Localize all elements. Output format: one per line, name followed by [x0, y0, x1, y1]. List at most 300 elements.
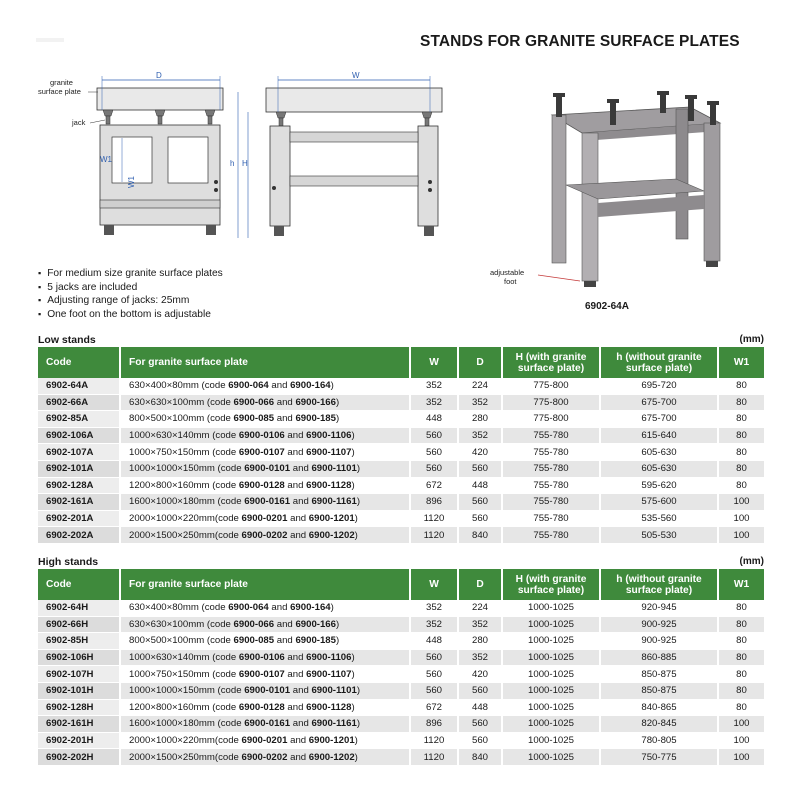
col-header-W: W [410, 347, 458, 378]
plate-code-ref: 6900-0201 [241, 735, 288, 747]
plate-code-ref: 6900-1201 [308, 513, 355, 525]
cell-D: 224 [458, 600, 502, 616]
plate-code-ref: 6900-164 [290, 380, 331, 392]
plate-code-ref: 6900-166 [295, 618, 336, 630]
cell-h: 675-700 [600, 411, 718, 428]
cell-code: 6902-64A [38, 378, 120, 394]
cell-plate [120, 444, 410, 461]
cell-h: 900-925 [600, 633, 718, 650]
plate-text: 1000×750×150mm (code [129, 446, 239, 458]
plate-code-ref: 6900-0202 [241, 751, 288, 763]
plate-text: ) [356, 463, 361, 475]
cell-D: 352 [458, 649, 502, 666]
plate-text: ) [354, 513, 358, 525]
plate-code-ref: 6900-0106 [238, 430, 285, 442]
cell-H: 1000-1025 [502, 682, 600, 699]
table-row [38, 378, 764, 394]
plate-code-ref: 6900-085 [233, 413, 275, 425]
cell-H: 755-780 [502, 477, 600, 494]
cell-W: 1120 [410, 732, 458, 749]
high-stands-table [38, 569, 764, 766]
table-row [38, 444, 764, 461]
cell-h: 695-720 [600, 378, 718, 394]
cell-W1: 80 [718, 394, 764, 411]
feature-item: ▪ 5 jacks are included [38, 281, 223, 295]
cell-W: 560 [410, 649, 458, 666]
plate-text: ) [354, 751, 358, 763]
low-table-header-row [38, 347, 764, 378]
cell-h: 750-775 [600, 749, 718, 766]
plate-code-ref: 6900-1107 [306, 668, 352, 680]
plate-text: and [290, 463, 312, 475]
plate-code-ref: 6900-1128 [306, 479, 352, 491]
col-header-plate: For granite surface plate [120, 347, 410, 378]
cell-W: 672 [410, 699, 458, 716]
cell-plate [120, 666, 410, 683]
plate-text: and [274, 635, 296, 647]
cell-H: 755-780 [502, 494, 600, 511]
cell-h: 535-560 [600, 510, 718, 527]
cell-W: 448 [410, 633, 458, 650]
cell-h: 840-865 [600, 699, 718, 716]
plate-code-ref: 6900-0107 [238, 668, 285, 680]
plate-code-ref: 6900-0161 [244, 496, 291, 508]
plate-label-line2: surface plate [38, 87, 81, 96]
plate-label-line1: granite [50, 78, 73, 87]
cell-plate [120, 749, 410, 766]
cell-W1: 80 [718, 682, 764, 699]
cell-h: 575-600 [600, 494, 718, 511]
dim-W-label: W [352, 71, 360, 80]
col-header-W1: W1 [718, 569, 764, 600]
feature-list [38, 267, 223, 321]
low-stands-label: Low stands [38, 334, 96, 346]
plate-text: and [287, 735, 309, 747]
table-row [38, 682, 764, 699]
cell-h: 850-875 [600, 666, 718, 683]
cell-plate [120, 378, 410, 394]
table-row [38, 460, 764, 477]
feature-item: ▪ Adjusting range of jacks: 25mm [38, 294, 223, 308]
table-row [38, 600, 764, 616]
cell-code: 6902-106A [38, 427, 120, 444]
cell-H: 775-800 [502, 411, 600, 428]
cell-H: 1000-1025 [502, 616, 600, 633]
plate-text: ) [330, 380, 334, 392]
cell-W: 1120 [410, 527, 458, 544]
cell-h: 595-620 [600, 477, 718, 494]
cell-H: 1000-1025 [502, 716, 600, 733]
product-model-caption: 6902-64A [585, 301, 629, 312]
cell-D: 420 [458, 666, 502, 683]
cell-plate [120, 732, 410, 749]
table-row [38, 616, 764, 633]
cell-D: 352 [458, 616, 502, 633]
cell-H: 755-780 [502, 460, 600, 477]
dim-H-label: H [242, 159, 248, 168]
cell-h: 615-640 [600, 427, 718, 444]
cell-plate [120, 682, 410, 699]
table-row [38, 494, 764, 511]
plate-code-ref: 6900-185 [295, 635, 336, 647]
plate-text: ) [354, 529, 358, 541]
cell-D: 840 [458, 749, 502, 766]
plate-text: and [284, 701, 307, 713]
table-row [38, 527, 764, 544]
cell-plate [120, 494, 410, 511]
table-row [38, 649, 764, 666]
plate-text: and [284, 446, 307, 458]
plate-text: ) [351, 652, 355, 664]
plate-code-ref: 6900-1106 [306, 430, 352, 442]
cell-W1: 100 [718, 494, 764, 511]
cell-W: 448 [410, 411, 458, 428]
plate-text: and [268, 380, 291, 392]
plate-code-ref: 6900-1161 [311, 496, 357, 508]
plate-text: and [290, 496, 312, 508]
plate-code-ref: 6900-064 [228, 602, 269, 614]
table-row [38, 749, 764, 766]
table-row [38, 633, 764, 650]
plate-code-ref: 6900-0107 [238, 446, 285, 458]
plate-text: and [287, 529, 309, 541]
cell-D: 560 [458, 460, 502, 477]
plate-text: and [268, 602, 291, 614]
cell-code: 6902-107A [38, 444, 120, 461]
plate-text: and [290, 718, 312, 730]
plate-text: and [284, 479, 307, 491]
plate-code-ref: 6900-1101 [311, 685, 357, 697]
cell-H: 1000-1025 [502, 749, 600, 766]
cell-h: 860-885 [600, 649, 718, 666]
cell-h: 605-630 [600, 444, 718, 461]
plate-code-ref: 6900-0101 [244, 463, 291, 475]
cell-D: 560 [458, 494, 502, 511]
plate-text: ) [356, 685, 361, 697]
plate-text: and [284, 430, 307, 442]
cell-code: 6902-101H [38, 682, 120, 699]
cell-h: 850-875 [600, 682, 718, 699]
cell-plate [120, 699, 410, 716]
plate-code-ref: 6900-166 [295, 396, 336, 408]
cell-plate [120, 394, 410, 411]
col-header-W: W [410, 569, 458, 600]
plate-text: 1200×800×160mm (code [129, 701, 239, 713]
cell-W1: 80 [718, 460, 764, 477]
cell-W1: 80 [718, 427, 764, 444]
plate-code-ref: 6900-164 [290, 602, 331, 614]
dim-h-label: h [230, 159, 235, 168]
plate-text: 800×500×100mm (code [129, 635, 234, 647]
plate-code-ref: 6900-1202 [308, 529, 355, 541]
col-header-code: Code [38, 347, 120, 378]
plate-text: 630×630×100mm (code [129, 618, 234, 630]
cell-D: 352 [458, 427, 502, 444]
cell-D: 420 [458, 444, 502, 461]
plate-code-ref: 6900-0161 [244, 718, 291, 730]
plate-text: and [274, 618, 296, 630]
cell-W: 560 [410, 682, 458, 699]
table-row [38, 510, 764, 527]
cell-plate [120, 477, 410, 494]
cell-W1: 100 [718, 749, 764, 766]
plate-code-ref: 6900-1101 [311, 463, 357, 475]
plate-code-ref: 6900-1202 [308, 751, 355, 763]
cell-W: 896 [410, 716, 458, 733]
plate-text: and [284, 652, 307, 664]
cell-D: 560 [458, 716, 502, 733]
cell-W1: 100 [733, 735, 750, 747]
plate-text: ) [330, 602, 334, 614]
cell-h: 780-805 [600, 732, 718, 749]
feature-item: ▪ For medium size granite surface plates [38, 267, 223, 281]
table-row [38, 699, 764, 716]
cell-W1: 80 [736, 446, 747, 458]
plate-text: ) [335, 413, 340, 425]
feature-item: ▪ One foot on the bottom is adjustable [38, 308, 223, 322]
plate-text: ) [335, 618, 340, 630]
cell-plate [120, 600, 410, 616]
plate-code-ref: 6900-1161 [311, 718, 357, 730]
cell-H: 755-780 [502, 527, 600, 544]
plate-text: 2000×1000×220mm(code [129, 513, 242, 525]
plate-text: 630×400×80mm (code [129, 602, 229, 614]
cell-W: 352 [410, 378, 458, 394]
cell-code: 6902-85A [38, 411, 120, 428]
cell-code: 6902-202H [38, 749, 120, 766]
cell-W: 560 [410, 427, 458, 444]
dim-D-label: D [156, 71, 162, 80]
plate-code-ref: 6900-085 [233, 635, 275, 647]
cell-H: 1000-1025 [502, 666, 600, 683]
plate-code-ref: 6900-0202 [241, 529, 288, 541]
plate-text: 1600×1000×180mm (code [129, 718, 245, 730]
cell-D: 280 [458, 633, 502, 650]
plate-code-ref: 6900-185 [295, 413, 336, 425]
plate-text: ) [356, 718, 361, 730]
high-stands-label: High stands [38, 556, 99, 568]
stand-dimension-diagram [30, 70, 470, 260]
cell-h: 920-945 [600, 600, 718, 616]
cell-D: 560 [458, 510, 502, 527]
cell-h: 605-630 [600, 460, 718, 477]
cell-H: 755-780 [502, 510, 600, 527]
plate-text: 2000×1000×220mm(code [129, 735, 242, 747]
cell-W: 896 [410, 494, 458, 511]
plate-text: 1000×630×140mm (code [129, 430, 239, 442]
plate-code-ref: 6900-0201 [241, 513, 288, 525]
plate-code-ref: 6900-0106 [238, 652, 285, 664]
dim-W1-label: W1 [100, 155, 112, 164]
cell-code: 6902-107H [38, 666, 120, 683]
cell-H: 1000-1025 [502, 633, 600, 650]
jack-label: jack [72, 118, 86, 127]
table-row [38, 477, 764, 494]
cell-H: 755-780 [502, 427, 600, 444]
plate-text: 630×630×100mm (code [129, 396, 234, 408]
cell-code: 6902-161A [38, 494, 120, 511]
low-stands-unit: (mm) [739, 334, 764, 345]
logo-mark [36, 36, 64, 44]
plate-text: and [290, 685, 312, 697]
cell-code: 6902-201A [38, 510, 120, 527]
plate-code-ref: 6900-1107 [306, 446, 352, 458]
adjustable-foot-label-line1: adjustable [490, 268, 525, 277]
cell-W1: 80 [736, 602, 747, 614]
cell-code: 6902-128H [38, 699, 120, 716]
cell-W: 352 [410, 600, 458, 616]
plate-text: 1600×1000×180mm (code [129, 496, 245, 508]
plate-text: ) [351, 446, 355, 458]
plate-code-ref: 6900-1128 [306, 701, 352, 713]
cell-W1: 80 [718, 649, 764, 666]
col-header-plate: For granite surface plate [120, 569, 410, 600]
cell-H: 1000-1025 [502, 600, 600, 616]
cell-code: 6902-128A [38, 477, 120, 494]
cell-D: 560 [458, 682, 502, 699]
cell-code: 6902-201H [38, 732, 120, 749]
plate-text: and [274, 413, 296, 425]
col-header-h: h (without granite surface plate) [600, 347, 718, 378]
cell-plate [120, 527, 410, 544]
plate-text: ) [335, 635, 340, 647]
plate-text: ) [351, 430, 355, 442]
cell-H: 1000-1025 [502, 732, 600, 749]
plate-text: 2000×1500×250mm(code [129, 529, 242, 541]
cell-plate [120, 460, 410, 477]
col-header-D: D [458, 569, 502, 600]
col-header-code: Code [38, 569, 120, 600]
table-row [38, 666, 764, 683]
cell-plate [120, 510, 410, 527]
plate-text: 1000×1000×150mm (code [129, 463, 245, 475]
plate-text: 630×400×80mm (code [129, 380, 229, 392]
table-row [38, 427, 764, 444]
plate-text: and [287, 513, 309, 525]
plate-text: 1000×630×140mm (code [129, 652, 239, 664]
cell-h: 675-700 [600, 394, 718, 411]
cell-code: 6902-101A [38, 460, 120, 477]
table-row [38, 394, 764, 411]
cell-D: 448 [458, 699, 502, 716]
cell-D: 840 [458, 527, 502, 544]
cell-W: 560 [410, 666, 458, 683]
cell-H: 1000-1025 [502, 699, 600, 716]
cell-plate [120, 411, 410, 428]
col-header-h: h (without granite surface plate) [600, 569, 718, 600]
plate-text: and [284, 668, 307, 680]
cell-D: 224 [458, 378, 502, 394]
cell-plate [120, 616, 410, 633]
plate-text: 800×500×100mm (code [129, 413, 234, 425]
cell-D: 560 [458, 732, 502, 749]
cell-W: 1120 [410, 510, 458, 527]
col-header-H: H (with granite surface plate) [502, 347, 600, 378]
dim-W1-side-label: W1 [127, 176, 136, 188]
table-row [38, 716, 764, 733]
plate-text: ) [356, 496, 361, 508]
cell-W1: 80 [736, 380, 747, 392]
plate-text: 1200×800×160mm (code [129, 479, 239, 491]
cell-D: 352 [458, 394, 502, 411]
plate-text: ) [351, 668, 355, 680]
plate-text: ) [351, 701, 355, 713]
cell-W1: 80 [736, 701, 747, 713]
cell-plate [120, 427, 410, 444]
plate-text: 2000×1500×250mm(code [129, 751, 242, 763]
plate-text: 1000×1000×150mm (code [129, 685, 245, 697]
high-table-header-row [38, 569, 764, 600]
cell-W1: 80 [718, 616, 764, 633]
plate-text: ) [354, 735, 358, 747]
cell-W: 352 [410, 616, 458, 633]
cell-code: 6902-106H [38, 649, 120, 666]
table-row [38, 732, 764, 749]
cell-code: 6902-202A [38, 527, 120, 544]
cell-code: 6902-161H [38, 716, 120, 733]
plate-code-ref: 6900-0128 [238, 701, 285, 713]
page-title: STANDS FOR GRANITE SURFACE PLATES [420, 33, 740, 50]
cell-code: 6902-66A [38, 394, 120, 411]
cell-plate [120, 649, 410, 666]
cell-D: 280 [458, 411, 502, 428]
cell-h: 900-925 [600, 616, 718, 633]
cell-plate [120, 633, 410, 650]
cell-H: 775-800 [502, 378, 600, 394]
low-stands-table [38, 347, 764, 544]
product-photo-stand [480, 85, 750, 295]
cell-W: 560 [410, 460, 458, 477]
cell-W1: 80 [736, 635, 747, 647]
cell-H: 775-800 [502, 394, 600, 411]
cell-W: 352 [410, 394, 458, 411]
cell-W1: 80 [736, 479, 747, 491]
cell-h: 820-845 [600, 716, 718, 733]
plate-code-ref: 6900-0128 [238, 479, 285, 491]
cell-code: 6902-64H [38, 600, 120, 616]
col-header-D: D [458, 347, 502, 378]
col-header-H: H (with granite surface plate) [502, 569, 600, 600]
cell-code: 6902-66H [38, 616, 120, 633]
plate-text: and [287, 751, 309, 763]
plate-code-ref: 6900-064 [228, 380, 269, 392]
plate-code-ref: 6900-066 [233, 396, 275, 408]
cell-W1: 100 [733, 513, 750, 525]
cell-W: 672 [410, 477, 458, 494]
cell-W1: 100 [718, 527, 764, 544]
plate-code-ref: 6900-0101 [244, 685, 291, 697]
plate-text: ) [351, 479, 355, 491]
high-stands-unit: (mm) [739, 556, 764, 567]
cell-H: 1000-1025 [502, 649, 600, 666]
cell-W: 560 [410, 444, 458, 461]
cell-W: 1120 [410, 749, 458, 766]
cell-H: 755-780 [502, 444, 600, 461]
plate-text: 1000×750×150mm (code [129, 668, 239, 680]
plate-text: ) [335, 396, 340, 408]
adjustable-foot-label-line2: foot [504, 277, 517, 286]
cell-W1: 100 [718, 716, 764, 733]
plate-code-ref: 6900-066 [233, 618, 275, 630]
cell-h: 505-530 [600, 527, 718, 544]
cell-D: 448 [458, 477, 502, 494]
cell-code: 6902-85H [38, 633, 120, 650]
cell-W1: 80 [736, 668, 747, 680]
plate-text: and [274, 396, 296, 408]
plate-code-ref: 6900-1106 [306, 652, 352, 664]
cell-plate [120, 716, 410, 733]
table-row [38, 411, 764, 428]
